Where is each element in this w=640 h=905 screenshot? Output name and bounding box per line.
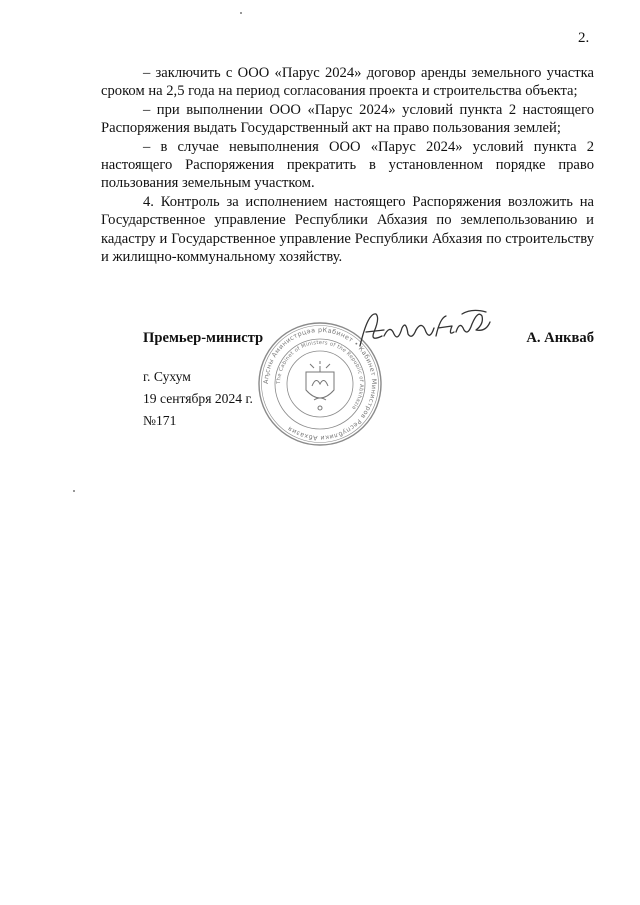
signer-title: Премьер-министр bbox=[143, 330, 264, 346]
document-footer bbox=[143, 366, 253, 432]
paragraph-lease-agreement: – заключить с ООО «Парус 2024» договор аренды земельного участка сроком на 2,5 года на период согласования проекта и строительства объекта; bbox=[101, 65, 594, 100]
paragraph-control: 4. Контроль за исполнением настоящего Распоряжения возложить на Государственное управление Республики Абхазия по землепользованию и кадастру и Государственное управление Республики Абхазия по строительству и жилищно-коммунальному хозяйству. bbox=[101, 193, 594, 266]
scan-speck bbox=[240, 12, 242, 14]
scan-speck bbox=[73, 490, 75, 492]
page-number: 2. bbox=[578, 30, 590, 46]
paragraph-termination: – в случае невыполнения ООО «Парус 2024» условий пункта 2 настоящего Распоряжения прекратить в установленном порядке право пользования земельным участком. bbox=[101, 138, 594, 192]
issue-city: г. Сухум bbox=[143, 369, 191, 384]
document-body bbox=[101, 64, 594, 266]
seal-emblem bbox=[306, 361, 334, 410]
seal-inner-text: The Cabinet of Ministers of the Republic of Abkhazia bbox=[275, 339, 365, 411]
signer-name: А. Анкваб bbox=[526, 330, 594, 346]
issue-date: 19 сентября 2024 г. bbox=[143, 391, 253, 406]
paragraph-state-act: – при выполнении ООО «Парус 2024» условий пункта 2 настоящего Распоряжения выдать Государственный акт на право пользования землей; bbox=[101, 101, 594, 137]
signature-row bbox=[143, 330, 594, 352]
document-number: №171 bbox=[143, 413, 177, 428]
seal-outer-text: Аҧсны Аминистрцәа рКабинет • Кабинет Министров Республики Абхазия bbox=[261, 325, 379, 443]
